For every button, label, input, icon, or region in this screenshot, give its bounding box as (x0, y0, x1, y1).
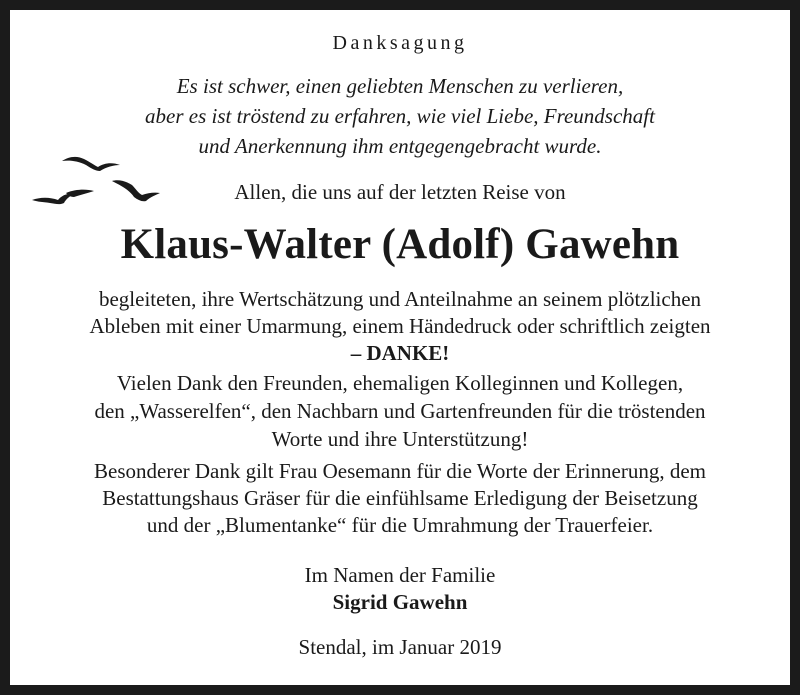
signer-name: Sigrid Gawehn (332, 590, 468, 614)
thanks-line: – DANKE! (350, 341, 450, 365)
family-line: Im Namen der Familie (304, 563, 496, 587)
body-line: Bestattungshaus Gräser für die einfühlsame Erledigung der Beisetzung (102, 486, 698, 510)
quote-line: Es ist schwer, einen geliebten Menschen zu verlieren, (176, 74, 624, 98)
body-line: Worte und ihre Unterstützung! (271, 427, 529, 451)
quote-line: aber es ist tröstend zu erfahren, wie viel Liebe, Freundschaft (145, 104, 655, 128)
quote-line: und Anerkennung ihm entgegengebracht wurde. (198, 134, 602, 158)
body-line: den „Wasserelfen“, den Nachbarn und Gartenfreunden für die tröstenden (94, 399, 706, 423)
body-line: begleiteten, ihre Wertschätzung und Anteilnahme an seinem plötzlichen (98, 287, 702, 311)
deceased-name: Klaus-Walter (Adolf) Gawehn (120, 221, 680, 268)
body-line: Besonderer Dank gilt Frau Oesemann für die Worte der Erinnerung, dem (94, 459, 706, 483)
intro-line: Allen, die uns auf der letzten Reise von (234, 180, 566, 204)
place-date: Stendal, im Januar 2019 (298, 635, 502, 659)
body-line: Vielen Dank den Freunden, ehemaligen Kolleginnen und Kollegen, (116, 371, 684, 395)
body-line: Ableben mit einer Umarmung, einem Händedruck oder schriftlich zeigten (89, 314, 711, 338)
notice-heading: Danksagung (332, 32, 468, 54)
obituary-notice (10, 10, 790, 685)
body-line: und der „Blumentanke“ für die Umrahmung der Trauerfeier. (146, 513, 654, 537)
